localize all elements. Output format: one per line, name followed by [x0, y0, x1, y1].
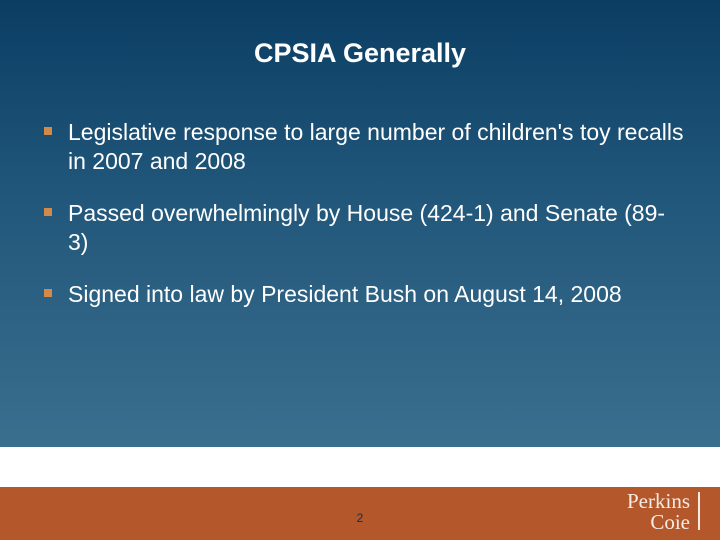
bullet-list [44, 118, 684, 332]
square-bullet-icon [44, 289, 52, 297]
perkins-coie-logo [612, 487, 704, 540]
logo-text-line1: Perkins [627, 489, 690, 513]
bullet-text: Legislative response to large number of children's toy recalls in 2007 and 2008 [68, 119, 684, 174]
logo-text-line2: Coie [650, 510, 690, 534]
bullet-item [44, 199, 684, 257]
bullet-item [44, 280, 684, 309]
footer-bar [0, 487, 720, 540]
square-bullet-icon [44, 127, 52, 135]
bullet-text: Passed overwhelmingly by House (424-1) and Senate (89-3) [68, 200, 666, 255]
logo-bar-icon [698, 492, 700, 530]
bullet-text: Signed into law by President Bush on August 14, 2008 [68, 281, 622, 307]
square-bullet-icon [44, 208, 52, 216]
bullet-item [44, 118, 684, 176]
slide-title: CPSIA Generally [253, 38, 467, 68]
page-number: 2 [356, 511, 364, 525]
footer-spacer [0, 447, 720, 487]
